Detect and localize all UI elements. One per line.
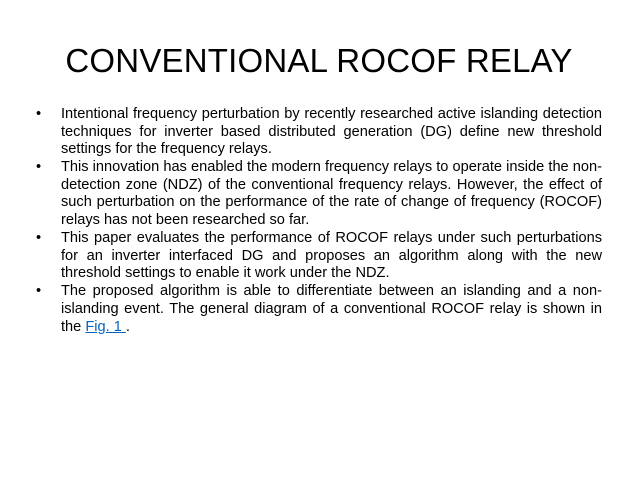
bullet-item-3 bbox=[36, 230, 602, 283]
bullet-dot-icon: • bbox=[36, 283, 42, 300]
bullet-item-4 bbox=[36, 283, 602, 336]
bullet-text: Intentional frequency perturbation by recently researched active islanding detection techniques for inverter based distributed generation (DG) define new threshold settings for the frequency relays. bbox=[61, 106, 602, 158]
fig-1-link[interactable]: Fig. 1 bbox=[85, 318, 126, 335]
bullet-item-2 bbox=[36, 159, 602, 229]
bullet-dot-icon: • bbox=[36, 230, 42, 247]
bullet-dot-icon: • bbox=[36, 106, 42, 122]
bullet-list bbox=[36, 106, 602, 337]
bullet-suffix: . bbox=[125, 318, 130, 335]
bullet-text: This paper evaluates the performance of ROCOF relays under such perturbations for an inverter interfaced DG and proposes an algorithm along with the new threshold settings to enable it work under the NDZ. bbox=[61, 230, 602, 282]
bullet-dot-icon: • bbox=[36, 159, 42, 176]
bullet-text: The proposed algorithm is able to differentiate between an islanding and a non-islanding event. The general diagram of a conventional ROCOF relay is shown in the bbox=[61, 283, 602, 335]
bullet-item-1 bbox=[36, 106, 602, 159]
bullet-text: This innovation has enabled the modern frequency relays to operate inside the non-detection zone (NDZ) of the conventional frequency relays. However, the effect of such perturbation on the performance of the rate of change of frequency (ROCOF) relays has not been researched so far. bbox=[61, 159, 602, 229]
slide-title: CONVENTIONAL ROCOF RELAY bbox=[65, 42, 573, 79]
